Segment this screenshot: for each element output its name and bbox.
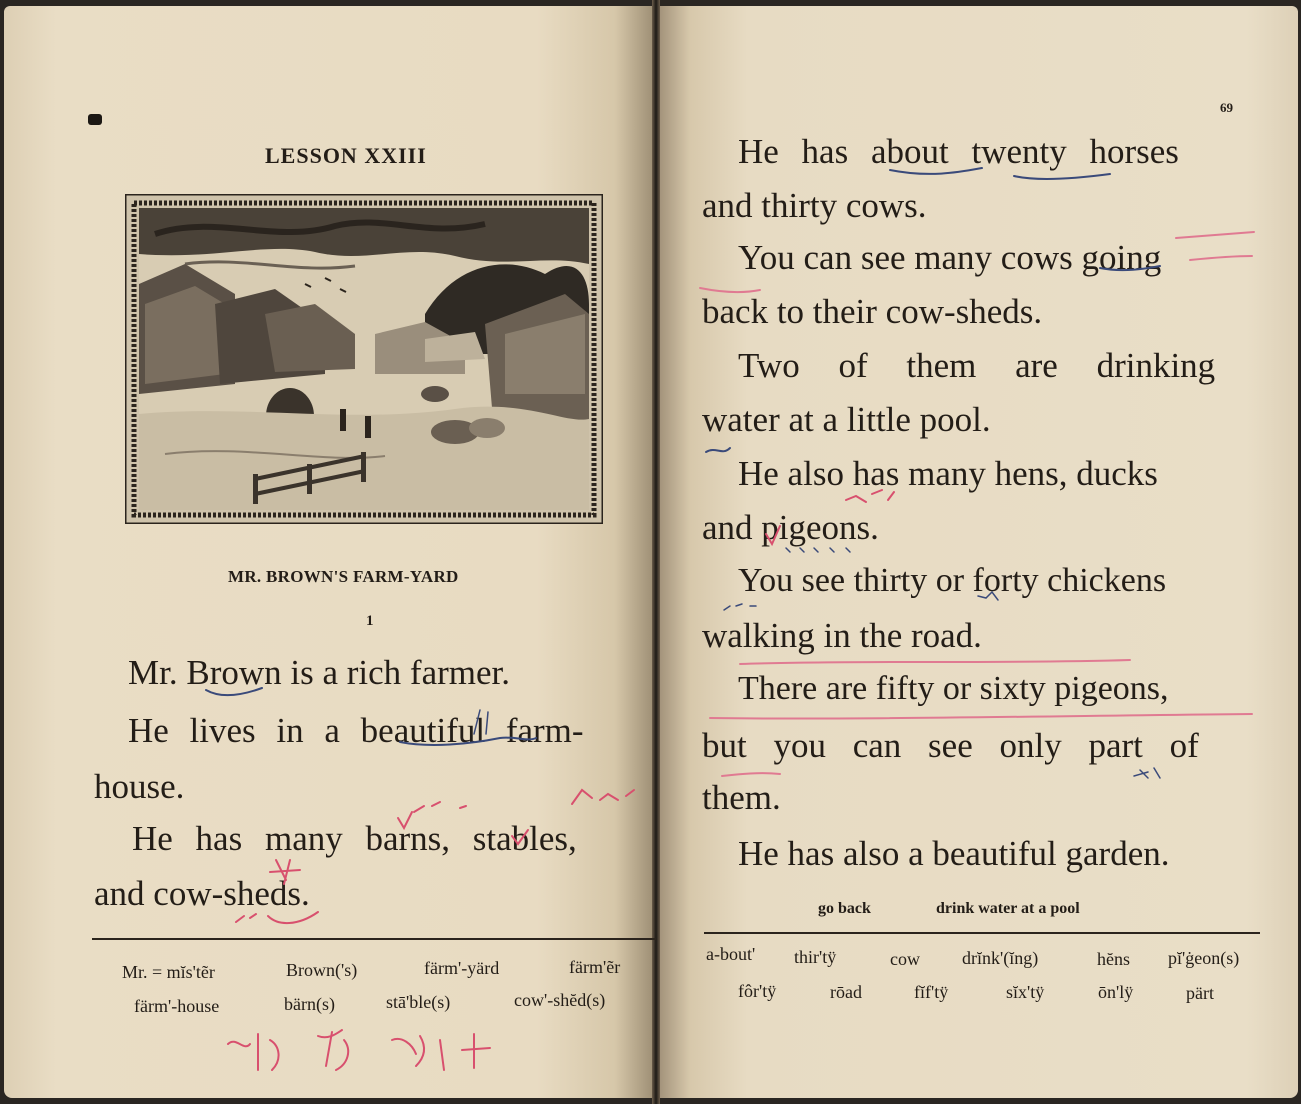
right-text-line: them. — [702, 778, 781, 817]
vocab-entry: pärt — [1186, 983, 1214, 1003]
vocab-entry: bärn(s) — [284, 994, 335, 1014]
vocab-entry: ōn'lÿ — [1098, 982, 1134, 1002]
phrase: go back — [818, 900, 871, 917]
section-number: 1 — [366, 613, 374, 629]
left-text-line: He has many barns, stables, — [132, 819, 577, 858]
vocab-entry: färm'ẽr — [569, 957, 621, 977]
left-text-line: Mr. Brown is a rich farmer. — [128, 653, 510, 692]
vocab-entry: thir'tÿ — [794, 947, 837, 967]
vocab-entry: stā'ble(s) — [386, 992, 451, 1012]
vocab-entry: fôr'tÿ — [738, 981, 777, 1001]
farm-yard-illustration — [125, 194, 603, 524]
right-text-line: and pigeons. — [702, 508, 879, 547]
right-text-line: He has about twenty horses — [738, 132, 1179, 171]
phrase: drink water at a pool — [936, 900, 1080, 917]
right-text-line: You see thirty or forty chickens — [738, 562, 1167, 599]
vocab-entry: färm'-house — [134, 996, 220, 1016]
vocab-entry: Brown('s) — [286, 960, 358, 980]
vocabulary-rule — [704, 932, 1260, 934]
page-number: 69 — [1220, 100, 1233, 115]
lesson-title: LESSON XXIII — [265, 143, 427, 168]
right-text-line: but you can see only part of — [702, 726, 1199, 765]
vocab-entry: Mr. = mĭs'tẽr — [122, 962, 215, 982]
illustration-caption: MR. BROWN'S FARM-YARD — [228, 567, 459, 586]
vocab-entry: rōad — [830, 982, 862, 1002]
right-text-line: There are fifty or sixty pigeons, — [738, 670, 1169, 707]
left-text-line: house. — [94, 767, 185, 806]
right-text-line: water at a little pool. — [702, 400, 991, 439]
right-text-line: He also has many hens, ducks — [738, 454, 1158, 493]
vocabulary-rule — [92, 938, 656, 940]
vocab-entry: färm'-yärd — [424, 958, 500, 978]
right-text-line: walking in the road. — [702, 616, 982, 655]
vocab-entry: pĭ'ġeon(s) — [1168, 948, 1240, 968]
vocab-entry: cow — [890, 949, 920, 969]
vocab-entry: sĭx'tÿ — [1006, 982, 1045, 1002]
left-text-line: He lives in a beautiful farm- — [128, 711, 584, 750]
right-text-line: Two of them are drinking — [738, 346, 1216, 385]
left-page — [4, 6, 654, 1098]
vocab-entry: hĕns — [1097, 949, 1130, 969]
vocab-entry: a-bout' — [706, 944, 756, 964]
vocab-entry: cow'-shĕd(s) — [514, 990, 606, 1010]
ink-blot — [88, 114, 102, 125]
left-text-line: and cow-sheds. — [94, 874, 310, 913]
right-text-line: and thirty cows. — [702, 186, 927, 225]
vocab-entry: drĭnk'(ĭng) — [962, 948, 1039, 968]
right-text-line: back to their cow-sheds. — [702, 292, 1043, 331]
right-text-line: You can see many cows going — [738, 238, 1162, 277]
right-text-line: He has also a beautiful garden. — [738, 834, 1170, 873]
vocab-entry: fĭf'tÿ — [914, 982, 949, 1002]
